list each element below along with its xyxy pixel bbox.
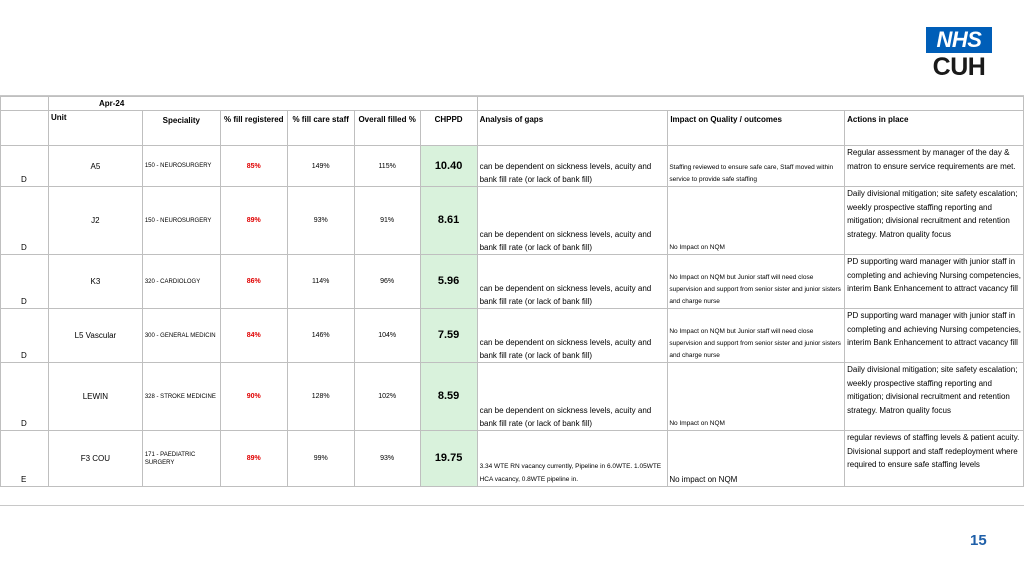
row-fill-care-staff: 128% [287,363,354,431]
header-analysis: Analysis of gaps [477,111,668,146]
row-unit: A5 [48,146,142,187]
row-speciality: 150 - NEUROSURGERY [142,146,220,187]
row-actions: Regular assessment by manager of the day & matron to ensure service requirements are met. [845,146,1024,187]
row-fill-registered: 85% [220,146,287,187]
header-overall-filled: Overall filled % [354,111,420,146]
row-code: D [1,363,49,431]
row-fill-registered: 89% [220,431,287,487]
row-unit: K3 [48,255,142,309]
corner-cell [1,97,49,111]
header-fill-care-staff: % fill care staff [287,111,354,146]
row-actions: regular reviews of staffing levels & patient acuity. Divisional support and staff redeployment where required to ensure safe staffing levels [845,431,1024,487]
row-speciality: 320 - CARDIOLOGY [142,255,220,309]
row-speciality: 300 - GENERAL MEDICIN [142,309,220,363]
row-code: D [1,146,49,187]
row-analysis: can be dependent on sickness levels, acuity and bank fill rate (or lack of bank fill) [477,309,668,363]
row-speciality: 150 - NEUROSURGERY [142,187,220,255]
row-impact: No Impact on NQM [668,187,845,255]
row-chppd: 5.96 [420,255,477,309]
header-chppd: CHPPD [420,111,477,146]
header-fill-registered: % fill registered [220,111,287,146]
page-number: 15 [970,532,987,549]
row-fill-registered: 90% [220,363,287,431]
row-fill-registered: 89% [220,187,287,255]
row-code: E [1,431,49,487]
row-analysis: 3.34 WTE RN vacancy currently, Pipeline in 6.0WTE. 1.05WTE HCA vacancy, 0.8WTE pipeline in. [477,431,668,487]
row-unit: L5 Vascular [48,309,142,363]
row-analysis: can be dependent on sickness levels, acuity and bank fill rate (or lack of bank fill) [477,255,668,309]
footer-divider [0,505,1024,506]
row-chppd: 8.61 [420,187,477,255]
row-fill-care-staff: 149% [287,146,354,187]
header-blank [1,111,49,146]
table-row [1,187,1024,255]
cuh-logo-text: CUH [932,53,986,81]
row-unit: J2 [48,187,142,255]
row-fill-registered: 86% [220,255,287,309]
row-actions: Daily divisional mitigation; site safety escalation; weekly prospective staffing reporting and mitigation; divisional recruitment and retention strategy. Matron quality focus [845,363,1024,431]
row-impact: No Impact on NQM but Junior staff will need close supervision and support from senior sister and junior sisters and charge nurse [668,309,845,363]
row-actions: Daily divisional mitigation; site safety escalation; weekly prospective staffing reporting and mitigation; divisional recruitment and retention strategy. Matron quality focus [845,187,1024,255]
row-fill-registered: 84% [220,309,287,363]
row-analysis: can be dependent on sickness levels, acuity and bank fill rate (or lack of bank fill) [477,187,668,255]
row-impact: Staffing reviewed to ensure safe care, Staff moved within service to provide safe staffing [668,146,845,187]
row-speciality: 328 - STROKE MEDICINE [142,363,220,431]
row-impact: No Impact on NQM but Junior staff will need close supervision and support from senior sister and junior sisters and charge nurse [668,255,845,309]
row-code: D [1,187,49,255]
period-label: Apr-24 [48,97,477,111]
row-actions: PD supporting ward manager with junior staff in completing and achieving Nursing competencies, interim Bank Enhancement to attract vacancy fill [845,309,1024,363]
row-speciality: 171 - PAEDIATRIC SURGERY [142,431,220,487]
row-unit: F3 COU [48,431,142,487]
row-unit: LEWIN [48,363,142,431]
staffing-table [0,96,1024,487]
row-fill-care-staff: 93% [287,187,354,255]
row-overall-filled: 91% [354,187,420,255]
row-chppd: 10.40 [420,146,477,187]
row-overall-filled: 104% [354,309,420,363]
period-spacer [477,97,1023,111]
row-chppd: 19.75 [420,431,477,487]
table-row [1,309,1024,363]
table-row [1,146,1024,187]
header-row [1,111,1024,146]
table-row [1,363,1024,431]
row-fill-care-staff: 146% [287,309,354,363]
row-chppd: 8.59 [420,363,477,431]
row-analysis: can be dependent on sickness levels, acuity and bank fill rate (or lack of bank fill) [477,363,668,431]
row-analysis: can be dependent on sickness levels, acuity and bank fill rate (or lack of bank fill) [477,146,668,187]
nhs-logo-text: NHS [926,27,992,53]
row-code: D [1,255,49,309]
row-overall-filled: 115% [354,146,420,187]
row-overall-filled: 93% [354,431,420,487]
header-unit: Unit [48,111,142,146]
row-fill-care-staff: 114% [287,255,354,309]
row-fill-care-staff: 99% [287,431,354,487]
table-row [1,431,1024,487]
row-impact: No impact on NQM [668,431,845,487]
row-code: D [1,309,49,363]
table-row [1,255,1024,309]
header-actions: Actions in place [845,111,1024,146]
row-chppd: 7.59 [420,309,477,363]
nhs-cuh-logo [926,27,992,81]
row-actions: PD supporting ward manager with junior staff in completing and achieving Nursing competencies, interim Bank Enhancement to attract vacancy fill [845,255,1024,309]
row-overall-filled: 96% [354,255,420,309]
row-impact: No Impact on NQM [668,363,845,431]
header-speciality: Speciality [142,111,220,146]
row-overall-filled: 102% [354,363,420,431]
header-impact: Impact on Quality / outcomes [668,111,845,146]
